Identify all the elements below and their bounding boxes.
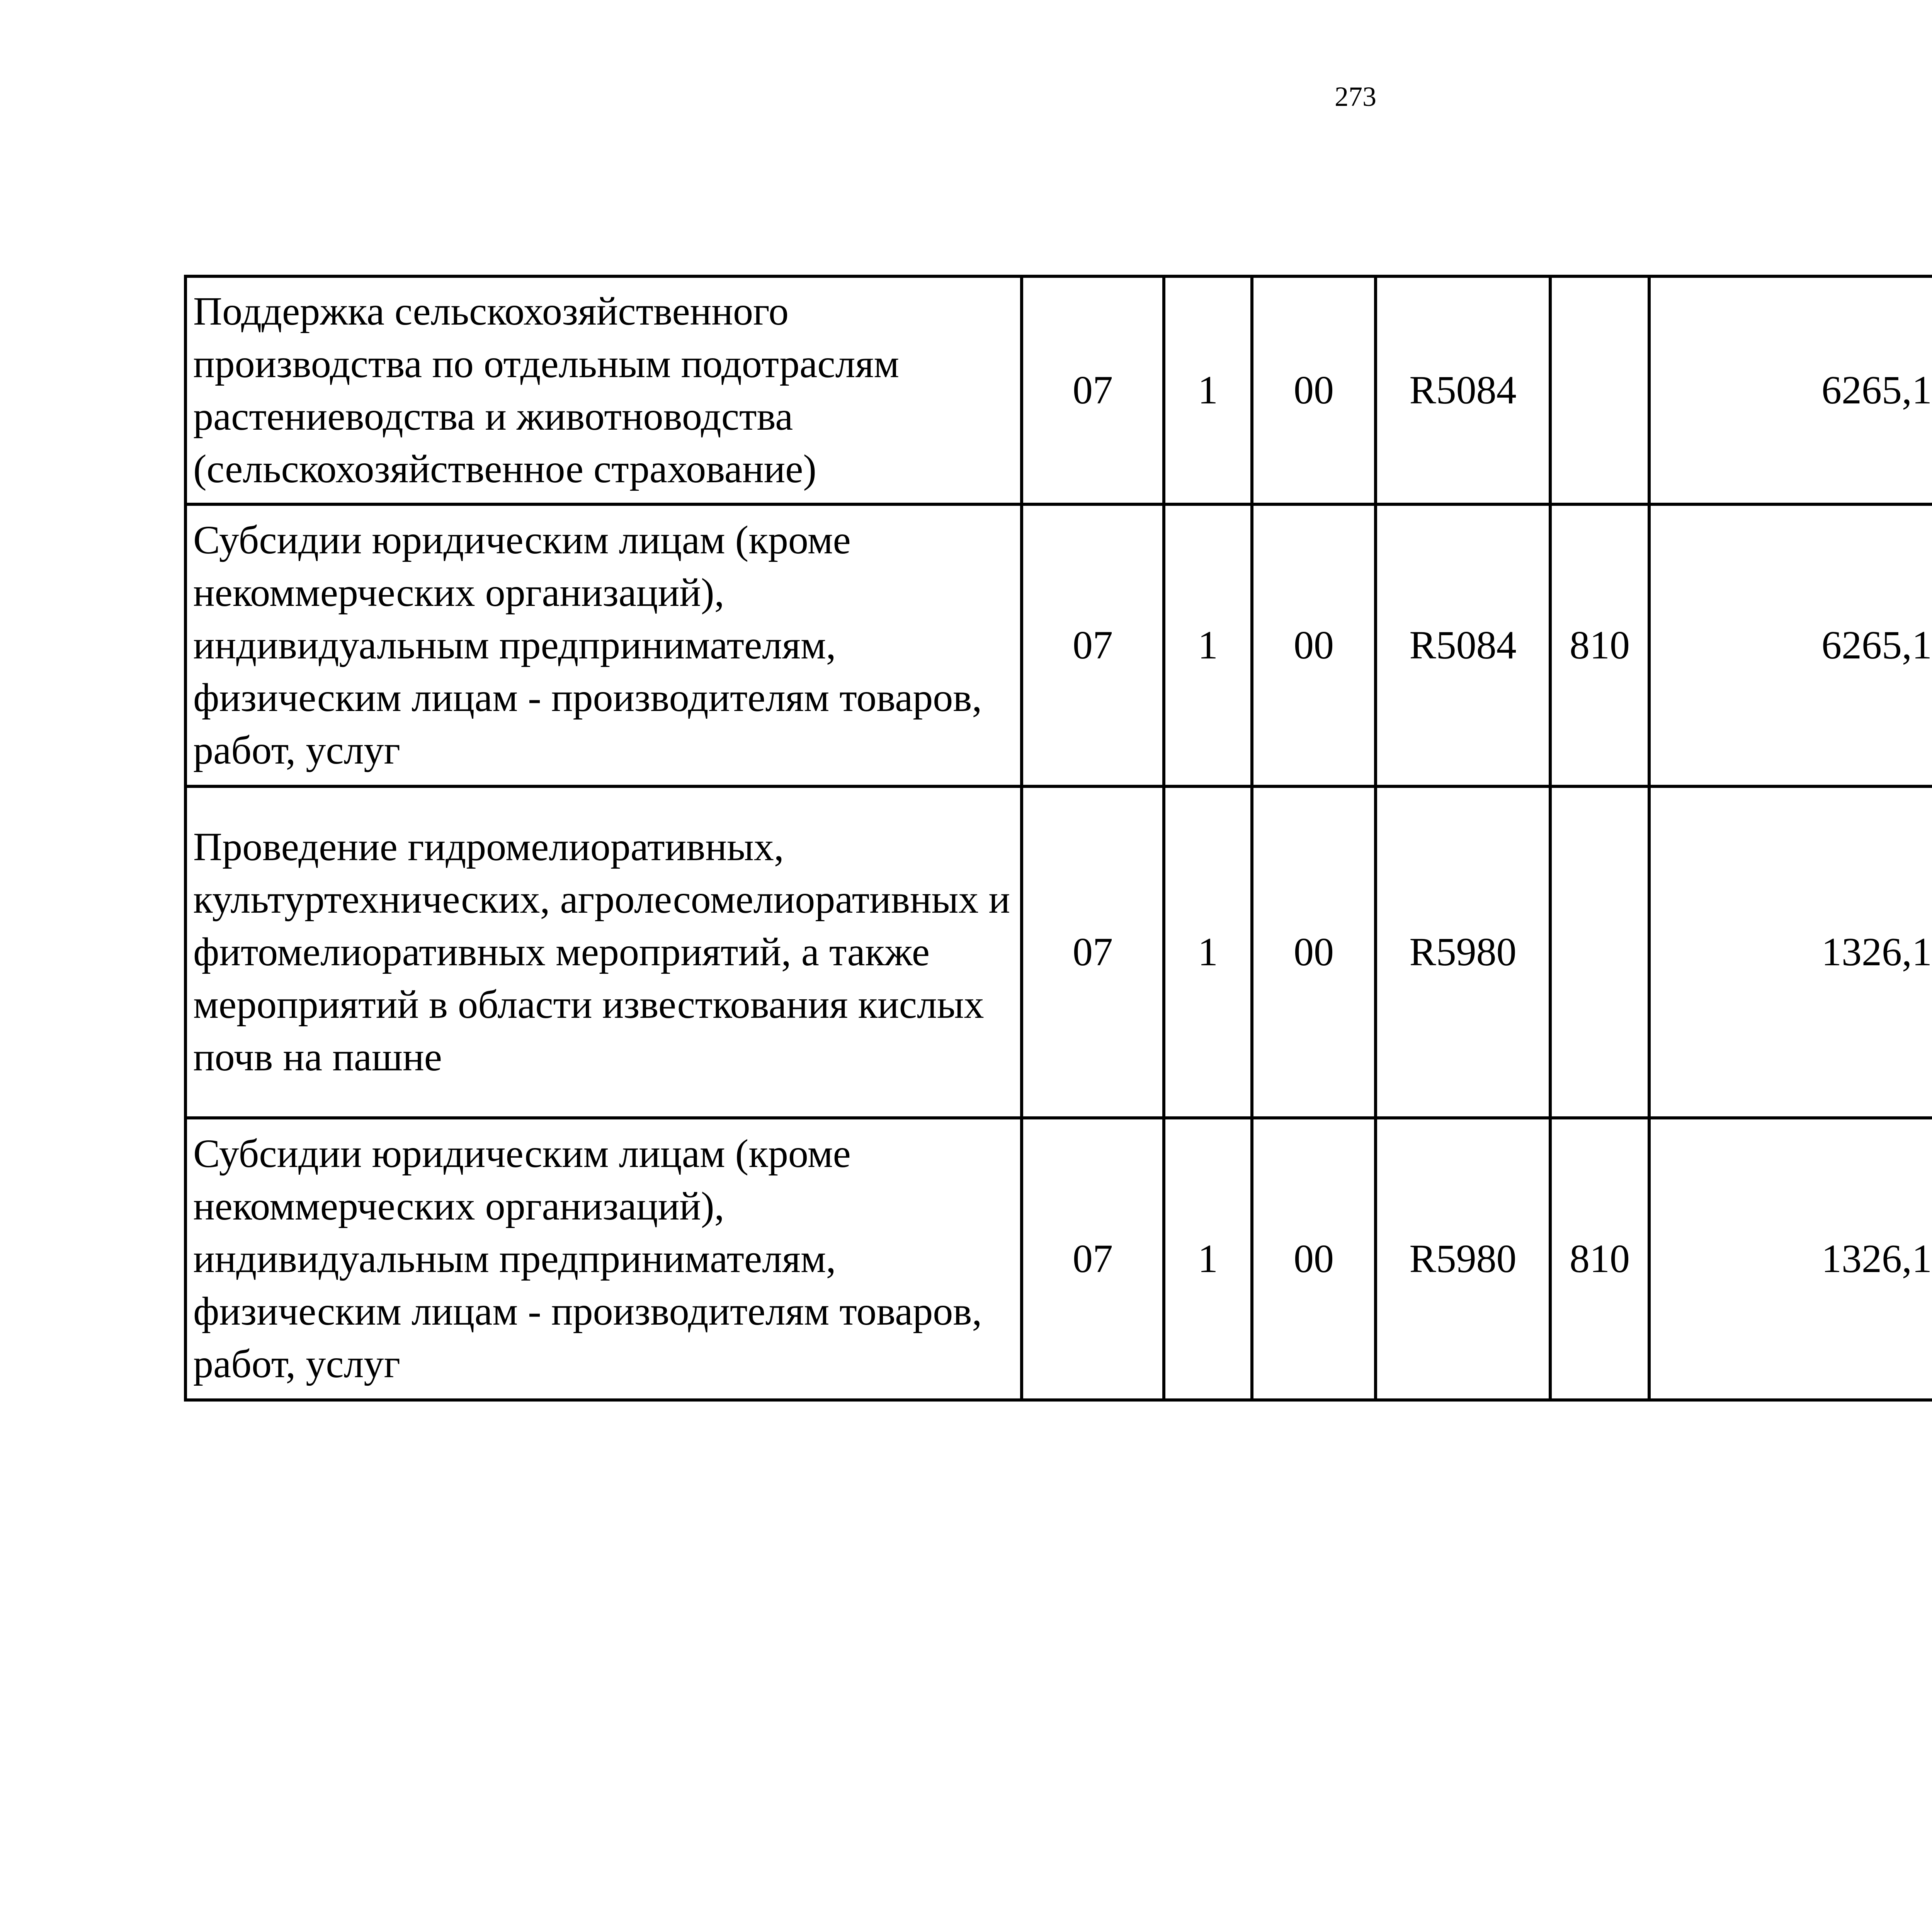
row-name-cell: Поддержка сельскохозяйственного производства по отдельным подотраслям растениеводства и животноводства (сельскохозяйственное страхование)	[185, 276, 1022, 504]
budget-table	[184, 275, 1932, 1402]
amount-1-cell: 1326,1	[1649, 1118, 1932, 1400]
subprogram-cell: 00	[1252, 504, 1376, 786]
page-number: 273	[1335, 81, 1376, 112]
expense-type-cell: 810	[1550, 1118, 1649, 1400]
amount-1-cell: 1326,1	[1649, 786, 1932, 1118]
row-name-cell: Проведение гидромелиоративных, культуртехнических, агролесомелиоративных и фитомелиоративных мероприятий, а также мероприятий в области известкования кислых почв на пашне	[185, 786, 1022, 1118]
program-cell: 1	[1164, 786, 1252, 1118]
program-cell: 1	[1164, 1118, 1252, 1400]
target-code-cell: R5084	[1376, 504, 1550, 786]
section-cell: 07	[1022, 786, 1164, 1118]
subprogram-cell: 00	[1252, 786, 1376, 1118]
section-cell: 07	[1022, 1118, 1164, 1400]
program-cell: 1	[1164, 276, 1252, 504]
amount-1-cell: 6265,1	[1649, 276, 1932, 504]
subprogram-cell: 00	[1252, 276, 1376, 504]
program-cell: 1	[1164, 504, 1252, 786]
target-code-cell: R5980	[1376, 786, 1550, 1118]
target-code-cell: R5980	[1376, 1118, 1550, 1400]
expense-type-cell	[1550, 786, 1649, 1118]
expense-type-cell	[1550, 276, 1649, 504]
table-row	[185, 504, 1932, 786]
table-row	[185, 786, 1932, 1118]
table-row	[185, 1118, 1932, 1400]
table-row	[185, 276, 1932, 504]
section-cell: 07	[1022, 276, 1164, 504]
expense-type-cell: 810	[1550, 504, 1649, 786]
row-name-cell: Субсидии юридическим лицам (кроме некоммерческих организаций), индивидуальным предпринимателям, физическим лицам - производителям товаров, работ, услуг	[185, 504, 1022, 786]
row-name-cell: Субсидии юридическим лицам (кроме некоммерческих организаций), индивидуальным предпринимателям, физическим лицам - производителям товаров, работ, услуг	[185, 1118, 1022, 1400]
section-cell: 07	[1022, 504, 1164, 786]
target-code-cell: R5084	[1376, 276, 1550, 504]
subprogram-cell: 00	[1252, 1118, 1376, 1400]
amount-1-cell: 6265,1	[1649, 504, 1932, 786]
